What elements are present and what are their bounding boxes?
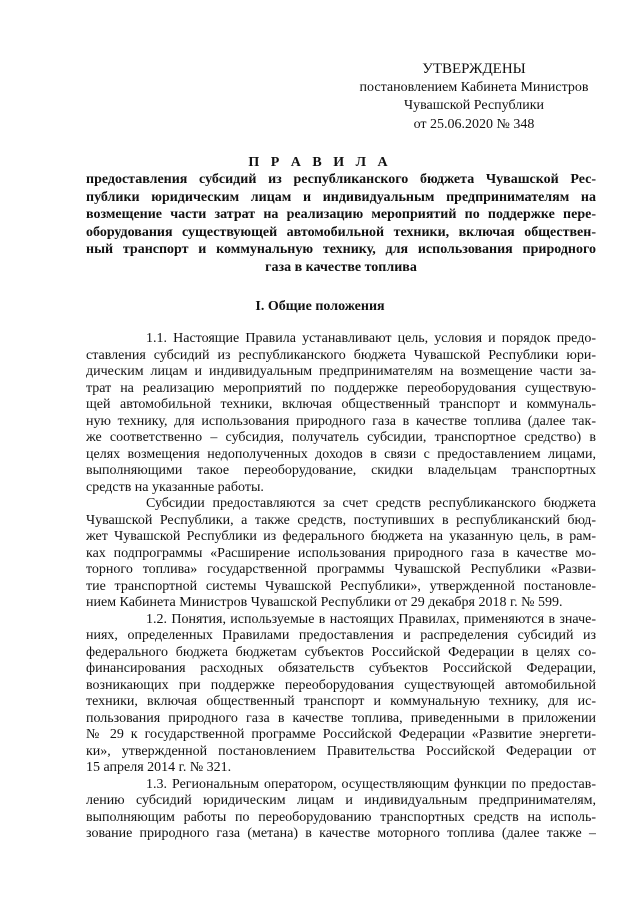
approval-title: УТВЕРЖДЕНЫ — [422, 61, 526, 77]
body-line: тие транспортной системы Чувашской Республики», утвержденной постановле- — [86, 578, 596, 594]
body-line: федерального бюджета бюджетам субъектов Российской Федерации в целях со- — [86, 644, 596, 660]
body-line: ставления субсидий из республиканского бюджета Чувашской Республики юри- — [86, 347, 596, 363]
body-line: финансирования расходных обязательств субъектов Российской Федерации, — [86, 661, 596, 676]
body-line: ную технику, для использования природного газа в качестве топлива (далее так- — [86, 413, 596, 429]
approval-line: постановлением Кабинета Министров — [359, 79, 589, 95]
rules-heading: П Р А В И Л А — [248, 155, 392, 170]
body-line: щей автомобильной техники, включая общественный транспорт и коммуналь- — [86, 397, 596, 412]
body-line: пользования природного газа в качестве топлива, приведенными в приложении — [86, 710, 596, 726]
body-line: же соответственно – субсидия, получатель субсидии, транспортное средство) в — [86, 430, 596, 445]
approval-line: Чувашской Республики — [403, 98, 545, 113]
body-line: жет Чувашской Республики из федерального бюджета на указанную цель, в рам- — [86, 529, 596, 544]
body-line: ках подпрограммы «Расширение использования природного газа в качестве мо- — [86, 545, 596, 561]
title-line: публики юридическим лицам и индивидуальным предпринимателям на — [86, 189, 596, 205]
document-title — [86, 171, 596, 276]
body-line: трат на реализацию мероприятий по поддержке переоборудования существую- — [86, 380, 596, 396]
body-line: 15 апреля 2014 г. № 321. — [86, 760, 232, 775]
body-line: целях возмещения недополученных доходов в связи с предоставлением лицами, — [86, 446, 596, 462]
title-line: оборудования существующей автомобильной техники, включая обществен- — [86, 224, 596, 240]
body-text — [86, 331, 596, 843]
body-line: ниях, определенных Правилами предоставления и распределения субсидий из — [86, 628, 596, 643]
body-line: зование природного газа (метана) в качестве моторного топлива (далее также – — [86, 826, 596, 841]
title-line: предоставления субсидий из республиканского бюджета Чувашской Рес- — [86, 172, 596, 187]
body-line: № 29 к государственной программе Российской Федерации «Развитие энергети- — [86, 727, 596, 742]
body-line: возникающих при поддержке переоборудования существующей автомобильной — [86, 677, 596, 693]
approval-stamp — [352, 60, 596, 134]
body-line: дическим лицам и индивидуальным предпринимателям на возмещение части за- — [86, 364, 596, 379]
body-line: лению субсидий юридическим лицам и индивидуальным предпринимателям, — [86, 793, 596, 808]
body-line: 1.2. Понятия, используемые в настоящих Правилах, применяются в значе- — [146, 611, 596, 627]
body-line: техники, включая общественный транспорт и коммунальную технику, для ис- — [86, 694, 596, 709]
body-line: ки», утвержденной постановлением Правительства Российской Федерации от — [86, 743, 596, 759]
title-line: газа в качестве топлива — [265, 259, 417, 275]
section-heading: I. Общие положения — [255, 299, 385, 314]
body-line: выполняющим работы по переоборудованию транспортных средств на исполь- — [86, 809, 596, 825]
body-line: Субсидии предоставляются за счет средств республиканского бюджета — [146, 496, 596, 511]
body-line: 1.3. Региональным оператором, осуществляющим функции по предостав- — [146, 776, 596, 792]
body-line: Чувашской Республики, а также средств, поступивших в республиканский бюд- — [86, 512, 596, 528]
title-line: ный транспорт и коммунальную технику, для использования природного — [86, 242, 596, 257]
body-line: 1.1. Настоящие Правила устанавливают цель, условия и порядок предо- — [146, 331, 596, 346]
title-line: возмещение части затрат на реализацию мероприятий по поддержке пере- — [86, 207, 596, 222]
body-line: средств на указанные работы. — [86, 479, 264, 495]
body-line: выполняющими такое переоборудование, скидки владельцам транспортных — [86, 463, 596, 478]
body-line: нием Кабинета Министров Чувашской Республики от 29 декабря 2018 г. № 599. — [86, 595, 563, 610]
approval-line: от 25.06.2020 № 348 — [413, 116, 535, 132]
body-line: торного топлива» государственной программы Чувашской Республики «Разви- — [86, 562, 596, 577]
